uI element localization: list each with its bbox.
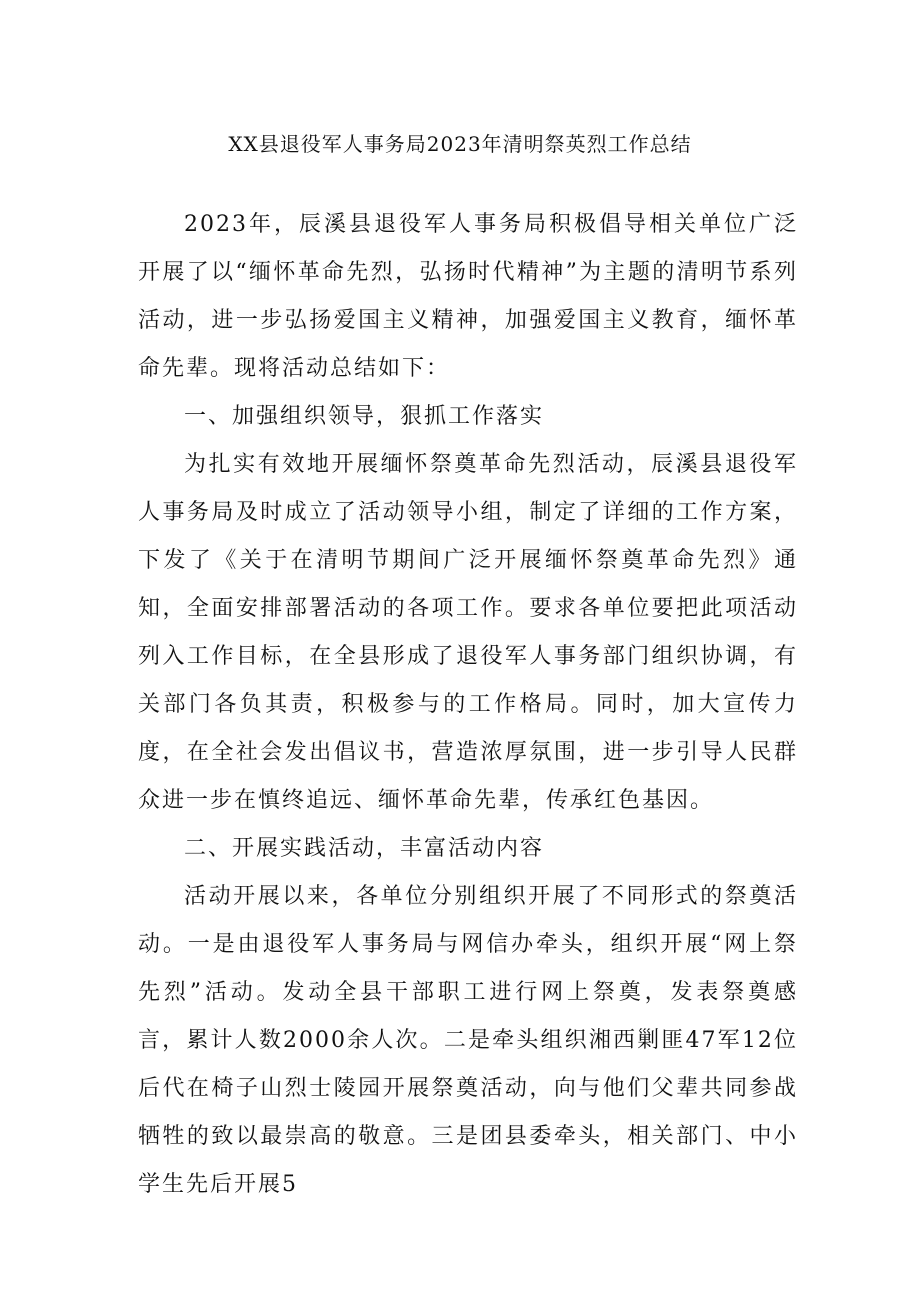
intro-paragraph: 2023年，辰溪县退役军人事务局积极倡导相关单位广泛开展了以“缅怀革命先烈，弘扬时代精神”为主题的清明节系列活动，进一步弘扬爱国主义精神，加强爱国主义教育，缅怀革命先辈。现将活动总结如下：: [138, 212, 798, 381]
document-title: XX县退役军人事务局2023年清明祭英烈工作总结: [228, 132, 692, 156]
section-2-heading: 二、开展实践活动，丰富活动内容: [184, 836, 545, 861]
section-1-heading: 一、加强组织领导，狠抓工作落实: [184, 404, 545, 429]
document-body: [138, 201, 798, 1209]
section-2-paragraph: 活动开展以来，各单位分别组织开展了不同形式的祭奠活动。一是由退役军人事务局与网信办牵头，组织开展“网上祭先烈”活动。发动全县干部职工进行网上祭奠，发表祭奠感言，累计人数2000余人次。二是牵头组织湘西剿匪47军12位后代在椅子山烈士陵园开展祭奠活动，向与他们父辈共同参战牺牲的致以最崇高的敬意。三是团县委牵头，相关部门、中小学生先后开展5: [138, 884, 798, 1197]
section-1-paragraph: 为扎实有效地开展缅怀祭奠革命先烈活动，辰溪县退役军人事务局及时成立了活动领导小组，制定了详细的工作方案，下发了《关于在清明节期间广泛开展缅怀祭奠革命先烈》通知，全面安排部署活动的各项工作。要求各单位要把此项活动列入工作目标，在全县形成了退役军人事务部门组织协调，有关部门各负其责，积极参与的工作格局。同时，加大宣传力度，在全社会发出倡议书，营造浓厚氛围，进一步引导人民群众进一步在慎终追远、缅怀革命先辈，传承红色基因。: [138, 452, 798, 813]
